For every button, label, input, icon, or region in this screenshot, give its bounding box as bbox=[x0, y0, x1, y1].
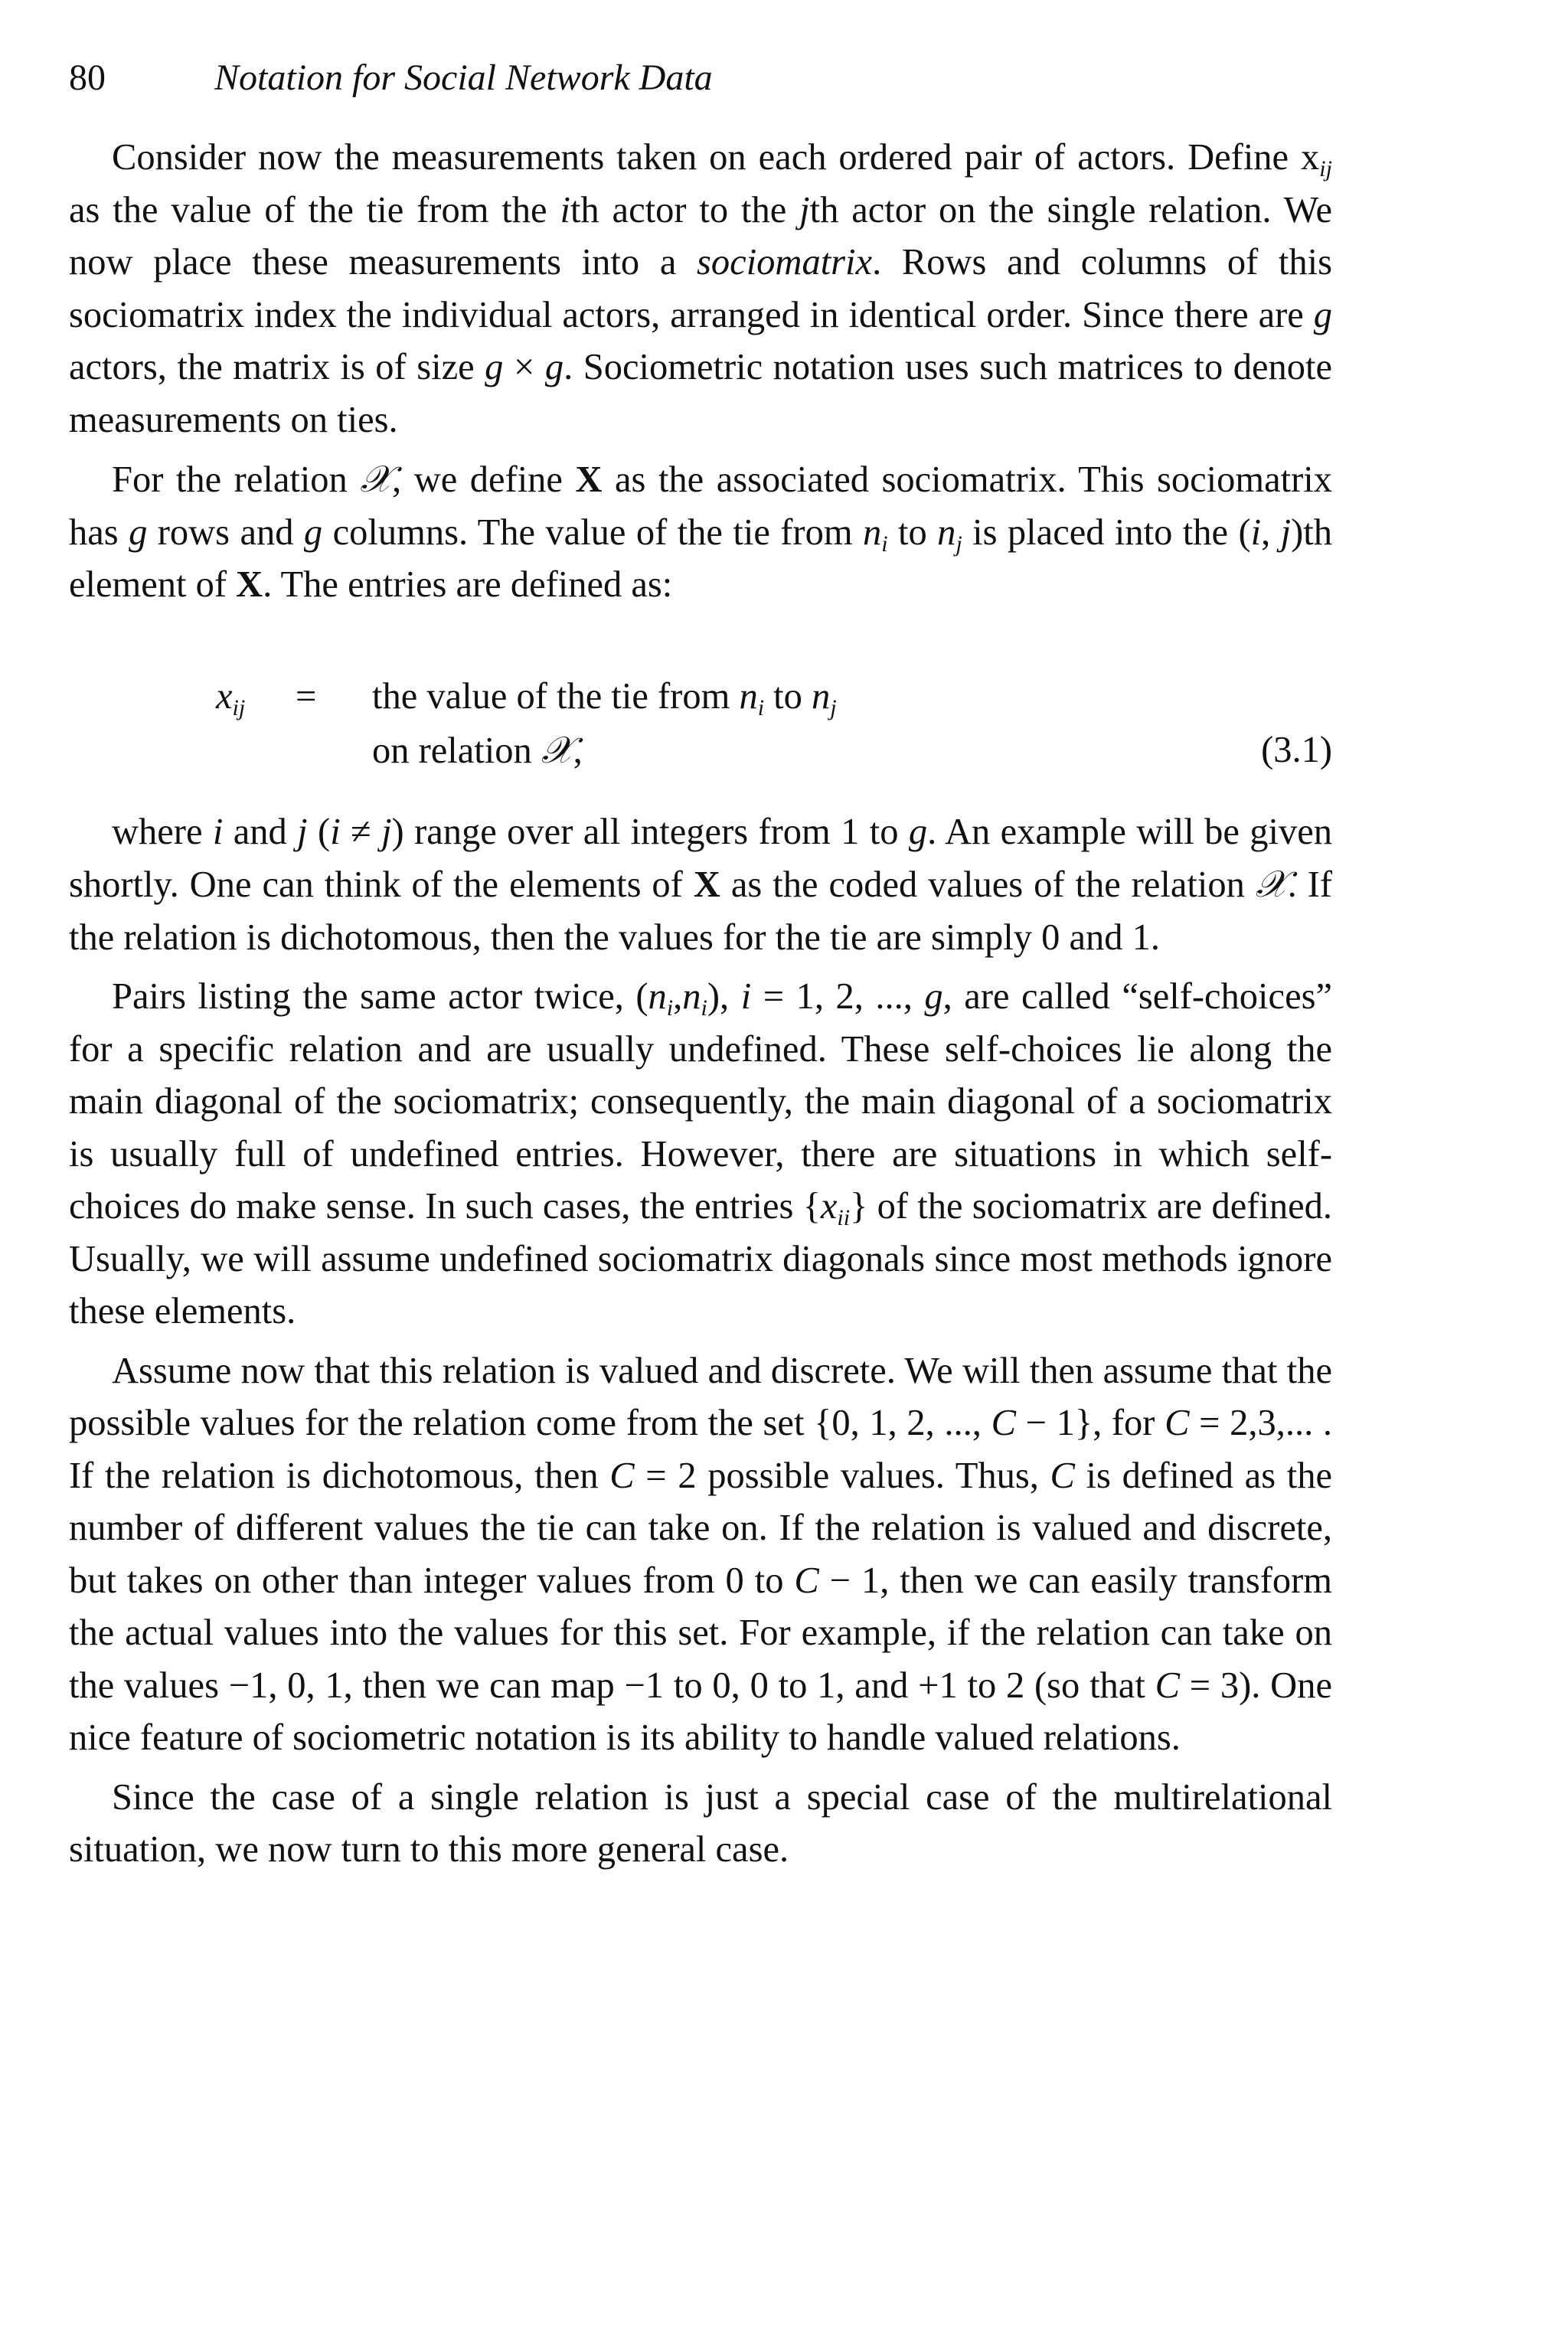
paragraph-valued-relations: Assume now that this relation is valued and discrete. We will then assume that the possible values for the relation come from the set {0, 1, 2, ..., C − 1}, for C = 2,3,... . If the relation is dichotomous, then C = 2 possible values. Thus, C is defined as the number of different values the tie can take on. If the relation is valued and discrete, but takes on other than integer values from 0 to C − 1, then we can easily transform the actual values into the values for this set. For example, if the relation can take on the values −1, 0, 1, then we can map −1 to 0, 0 to 1, and +1 to 2 (so that C = 3). One nice feature of sociometric notation is its ability to handle valued relations. bbox=[69, 1350, 1332, 1758]
equation-lhs: $x_{ij}$ bbox=[216, 675, 246, 720]
paragraph-multirelational-transition: Since the case of a single relation is just a special case of the multirelational situation, we now turn to this more general case. bbox=[69, 1776, 1332, 1870]
running-header bbox=[69, 55, 713, 101]
paragraph-range-of-indices: where i and j (i ≠ j) range over all integers from 1 to g. An example will be given shortly. One can think of the elements of X as the coded values of the relation 𝒳. If the relation is dichotomous, then the values for the tie are simply 0 and 1. bbox=[69, 811, 1333, 958]
body-text bbox=[69, 132, 1332, 1884]
equation-3-1 bbox=[69, 619, 1332, 806]
paragraph-self-choices: Pairs listing the same actor twice, $(n_i,n_i)$, i = 1, 2, ..., g, are called “self-choices” for a specific relation and are usually undefined. These self-choices lie along the main diagonal of the sociomatrix; consequently, the main diagonal of a sociomatrix is usually full of undefined entries. However, there are situations in which self-choices do make sense. In such cases, the entries $\{x_{ii}\}$ of the sociomatrix are defined. Usually, we will assume undefined sociomatrix diagonals since most methods ignore these elements. bbox=[69, 976, 1332, 1331]
equation-number: (3.1) bbox=[1261, 729, 1332, 770]
equation-rhs-line-2: on relation 𝒳, bbox=[372, 728, 583, 772]
equation-equals-sign: = bbox=[296, 675, 317, 717]
paragraph-relation-definition: For the relation 𝒳, we define X as the associated sociomatrix. This sociomatrix has g rows and g columns. The value of the tie from $n_i$ to $n_j$ is placed into the (i, j)th element of X. The entries are defined as: bbox=[69, 458, 1333, 605]
running-title: Notation for Social Network Data bbox=[214, 57, 713, 98]
page-number: 80 bbox=[69, 57, 106, 98]
equation-rhs-line-1: the value of the tie from $n_i$ to $n_j$ bbox=[372, 675, 837, 720]
paragraph-sociomatrix-intro: Consider now the measurements taken on each ordered pair of actors. Define $x_{ij}$ as the value of the tie from the ith actor to the jth actor on the single relation. We now place these measurements into a sociomatrix. Rows and columns of this sociomatrix index the individual actors, arranged in identical order. Since there are g actors, the matrix is of size g × g. Sociometric notation uses such matrices to denote measurements on ties. bbox=[69, 137, 1333, 440]
